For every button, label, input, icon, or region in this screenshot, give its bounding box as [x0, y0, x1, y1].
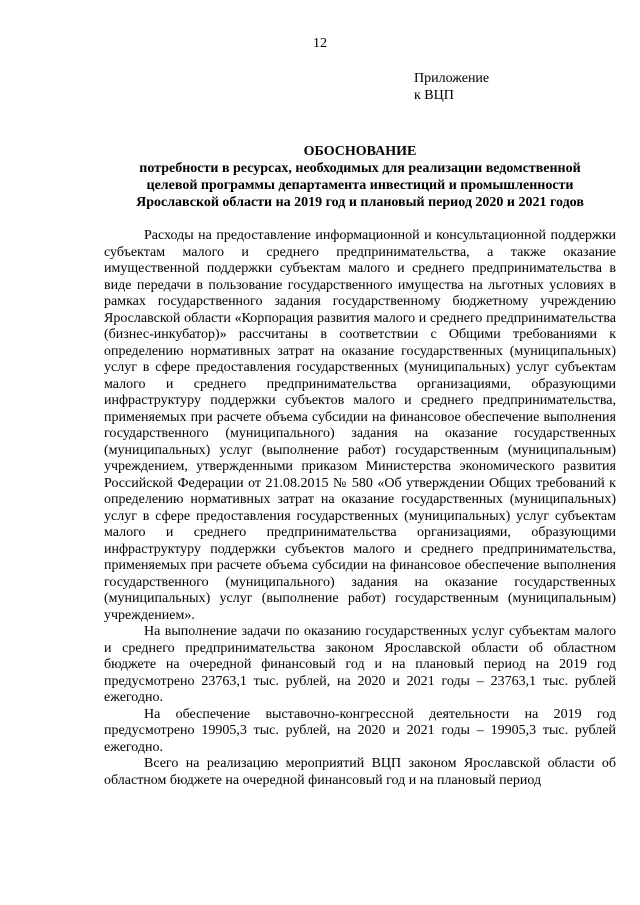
title-heading: ОБОСНОВАНИЕ — [303, 144, 417, 159]
title-line-1: потребности в ресурсах, необходимых для реализации ведомственной — [139, 161, 581, 176]
paragraph-expenses-basis: Расходы на предоставление информационной и консультационной поддержки субъектам малого и среднего предпринимательства, а также оказание имущественной поддержки субъектам малого и среднего предпринимательства в виде передачи в пользование государственного имущества на льготных условиях в рамках государственного задания государственному бюджетному учреждению Ярославской области «Корпорация развития малого и среднего предпринимательства (бизнес-инкубатор)» рассчитаны в соответствии с Общими требованиями к определению нормативных затрат на оказание государственных (муниципальных) услуг в сфере предоставления государственных (муниципальных) услуг субъектам малого и среднего предпринимательства организациями, образующими инфраструктуру поддержки субъектов малого и среднего предпринимательства, применяемых при расчете объема субсидии на финансовое обеспечение выполнения государственного (муниципального) задания на оказание государственных (муниципальных) услуг (выполнение работ) государственным (муниципальным) учреждением, утвержденными приказом Министерства экономического развития Российской Федерации от 21.08.2015 № 580 «Об утверждении Общих требований к определению нормативных затрат на оказание государственных (муниципальных) услуг в сфере предоставления государственных (муниципальных) услуг субъектам малого и среднего предпринимательства организациями, образующими инфраструктуру поддержки субъектов малого и среднего предпринимательства, применяемых при расчете объема субсидии на финансовое обеспечение выполнения государственного (муниципального) задания на оказание государственных (муниципальных) услуг (выполнение работ) государственным (муниципальным) учреждением». — [104, 228, 616, 623]
appendix-note — [414, 70, 489, 104]
appendix-line-2: к ВЦП — [414, 88, 454, 103]
paragraph-state-services-funding: На выполнение задачи по оказанию государственных услуг субъектам малого и среднего предпринимательства законом Ярославской области об областном бюджете на очередной финансовый год и на плановый период на 2019 год предусмотрено 23763,1 тыс. рублей, на 2020 и 2021 годы – 23763,1 тыс. рублей ежегодно. — [104, 624, 616, 705]
appendix-line-1: Приложение — [414, 71, 490, 86]
paragraph-total-funding: Всего на реализацию мероприятий ВЦП законом Ярославской области об областном бюджете на очередной финансовый год и на плановый период — [104, 756, 616, 788]
page-number: 12 — [313, 36, 327, 51]
title-line-3: Ярославской области на 2019 год и плановый период 2020 и 2021 годов — [136, 195, 584, 210]
title-line-2: целевой программы департамента инвестиций и промышленности — [146, 178, 574, 193]
document-body — [104, 228, 616, 789]
paragraph-exhibition-funding: На обеспечение выставочно-конгрессной деятельности на 2019 год предусмотрено 19905,3 тыс. рублей, на 2020 и 2021 годы – 19905,3 тыс. рублей ежегодно. — [104, 706, 616, 755]
document-title — [104, 143, 616, 211]
